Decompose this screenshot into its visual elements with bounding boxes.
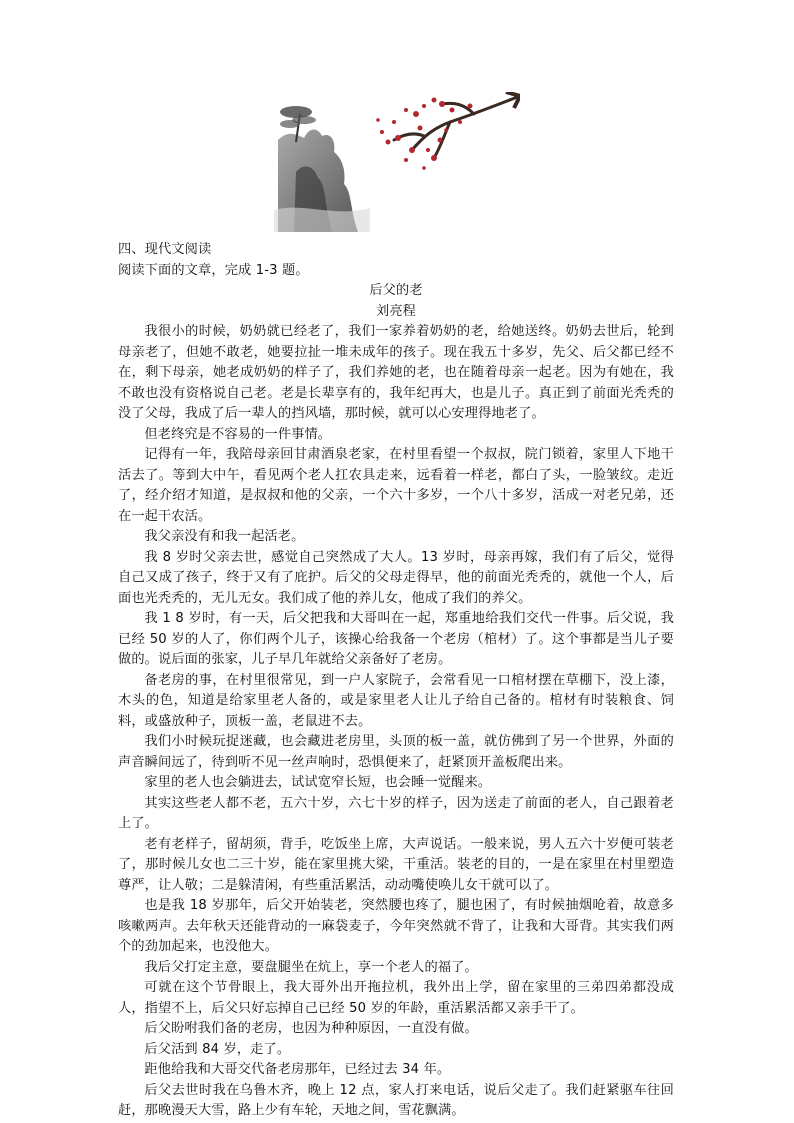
paragraph: 备老房的事，在村里很常见，到一户人家院子，会常看见一口棺材摆在草棚下，没上漆，木头的色，知道是给家里老人备的，或是家里老人让儿子给自己备的。棺材有时装粮食、饲料，或盛放种子，顶板一盖，老鼠进不去。 [118,672,674,729]
paragraph: 后父盼咐我们备的老房，也因为种种原因，一直没有做。 [144,1021,478,1036]
paragraph: 但老终究是不容易的一件事情。 [144,426,332,442]
ink-painting-graphic [274,92,520,232]
paragraph: 我们小时候玩捉迷藏，也会藏进老房里，头顶的板一盖，就仿佛到了另一个世界，外面的声音瞬间远了，待到听不见一丝声响时，恐惧便来了，赶紧顶开盖板爬出来。 [118,734,674,770]
article-author: 刘亮程 [375,303,416,319]
paragraph: 后父去世时我在乌鲁木齐，晚上 12 点，家人打来电话，说后父走了。我们赶紧驱车往回赶，那晚漫天大雪，路上少有车轮，天地之间，雪花飘满。 [118,1082,674,1118]
paragraph: 我很小的时候，奶奶就已经老了，我们一家养着奶奶的老，给她送终。奶奶去世后，轮到母亲老了，但她不敢老，她要拉扯一堆未成年的孩子。现在我五十多岁，先父、后父都已经不在，剩下母亲，她老成奶奶的样子了，我们养她的老，也在随着母亲一起老。因为有她在，我不敢也没有资格说自己老。老是长辈享有的，我年纪再大，也是儿子。真正到了前面光秃秃的没了父母，我成了后一辈人的挡风墙，那时候，就可以心安理得地老了。 [118,324,674,421]
reading-instruction: 阅读下面的文章，完成 1-3 题。 [118,262,309,278]
article-title: 后父的老 [369,283,423,298]
paragraph: 家里的老人也会躺进去，试试宽窄长短，也会睡一觉醒来。 [144,775,492,790]
mist-shape [274,208,370,232]
paragraph: 我 1 8 岁时，有一天，后父把我和大哥叫在一起，郑重地给我们交代一件事。后父说，我已经 50 岁的人了，你们两个儿子，该操心给我备一个老房（棺材）了。这个事都是当儿子要做的。说后面的张家，儿子早几年就给父亲备好了老房。 [118,611,674,667]
paragraph: 我后父打定主意，要盘腿坐在炕上，享一个老人的福了。 [144,959,478,975]
paragraph: 距他给我和大哥交代备老房那年，已经过去 34 年。 [144,1062,451,1077]
paragraph: 我父亲没有和我一起活老。 [144,529,305,544]
paragraph: 老有老样子，留胡须，背手，吃饭坐上席，大声说话。一般来说，男人五六十岁便可装老了，那时候儿女也二三十岁，能在家里挑大梁，干重活。装老的目的，一是在家里在村里塑造尊严，让人敬；二是躲清闲，有些重活累活，动动嘴使唤儿女干就可以了。 [118,836,674,893]
paragraph: 记得有一年，我陪母亲回甘肃酒泉老家，在村里看望一个叔叔，院门锁着，家里人下地干活去了。等到大中午，看见两个老人扛农具走来，远看着一样老，都白了头，一脸皱纹。走近了，经介绍才知道，是叔叔和他的父亲，一个六十多岁，一个八十多岁，活成一对老兄弟，还在一起干农活。 [118,447,674,524]
ink-painting-illustration [274,92,520,232]
paragraph: 也是我 18 岁那年，后父开始装老，突然腰也疼了，腿也困了，有时候抽烟呛着，故意多咳嗽两声。去年秋天还能背动的一麻袋麦子，今年突然就不背了，让我和大哥背。其实我们两个的劲加起来，也没他大。 [118,898,674,954]
paragraph: 可就在这个节骨眼上，我大哥外出开拖拉机，我外出上学，留在家里的三弟四弟都没成人，指望不上，后父只好忘掉自己已经 50 岁的年龄，重活累活都又亲手干了。 [118,980,674,1016]
section-heading: 四、现代文阅读 [118,242,212,257]
paragraph: 后父活到 84 岁，走了。 [144,1041,291,1057]
paragraph: 我 8 岁时父亲去世，感觉自己突然成了大人。13 岁时，母亲再嫁，我们有了后父，觉得自己又成了孩子，终于又有了庇护。后父的父母走得早，他的前面光秃秃的，就他一个人，后面也光秃秃的，无儿无女。我们成了他的养儿女，他成了我们的养父。 [118,549,674,606]
paragraph: 其实这些老人都不老，五六十岁，六七十岁的样子，因为送走了前面的老人，自己跟着老上了。 [118,795,674,831]
plum-blossoms [376,98,472,170]
article-content [118,240,674,1122]
